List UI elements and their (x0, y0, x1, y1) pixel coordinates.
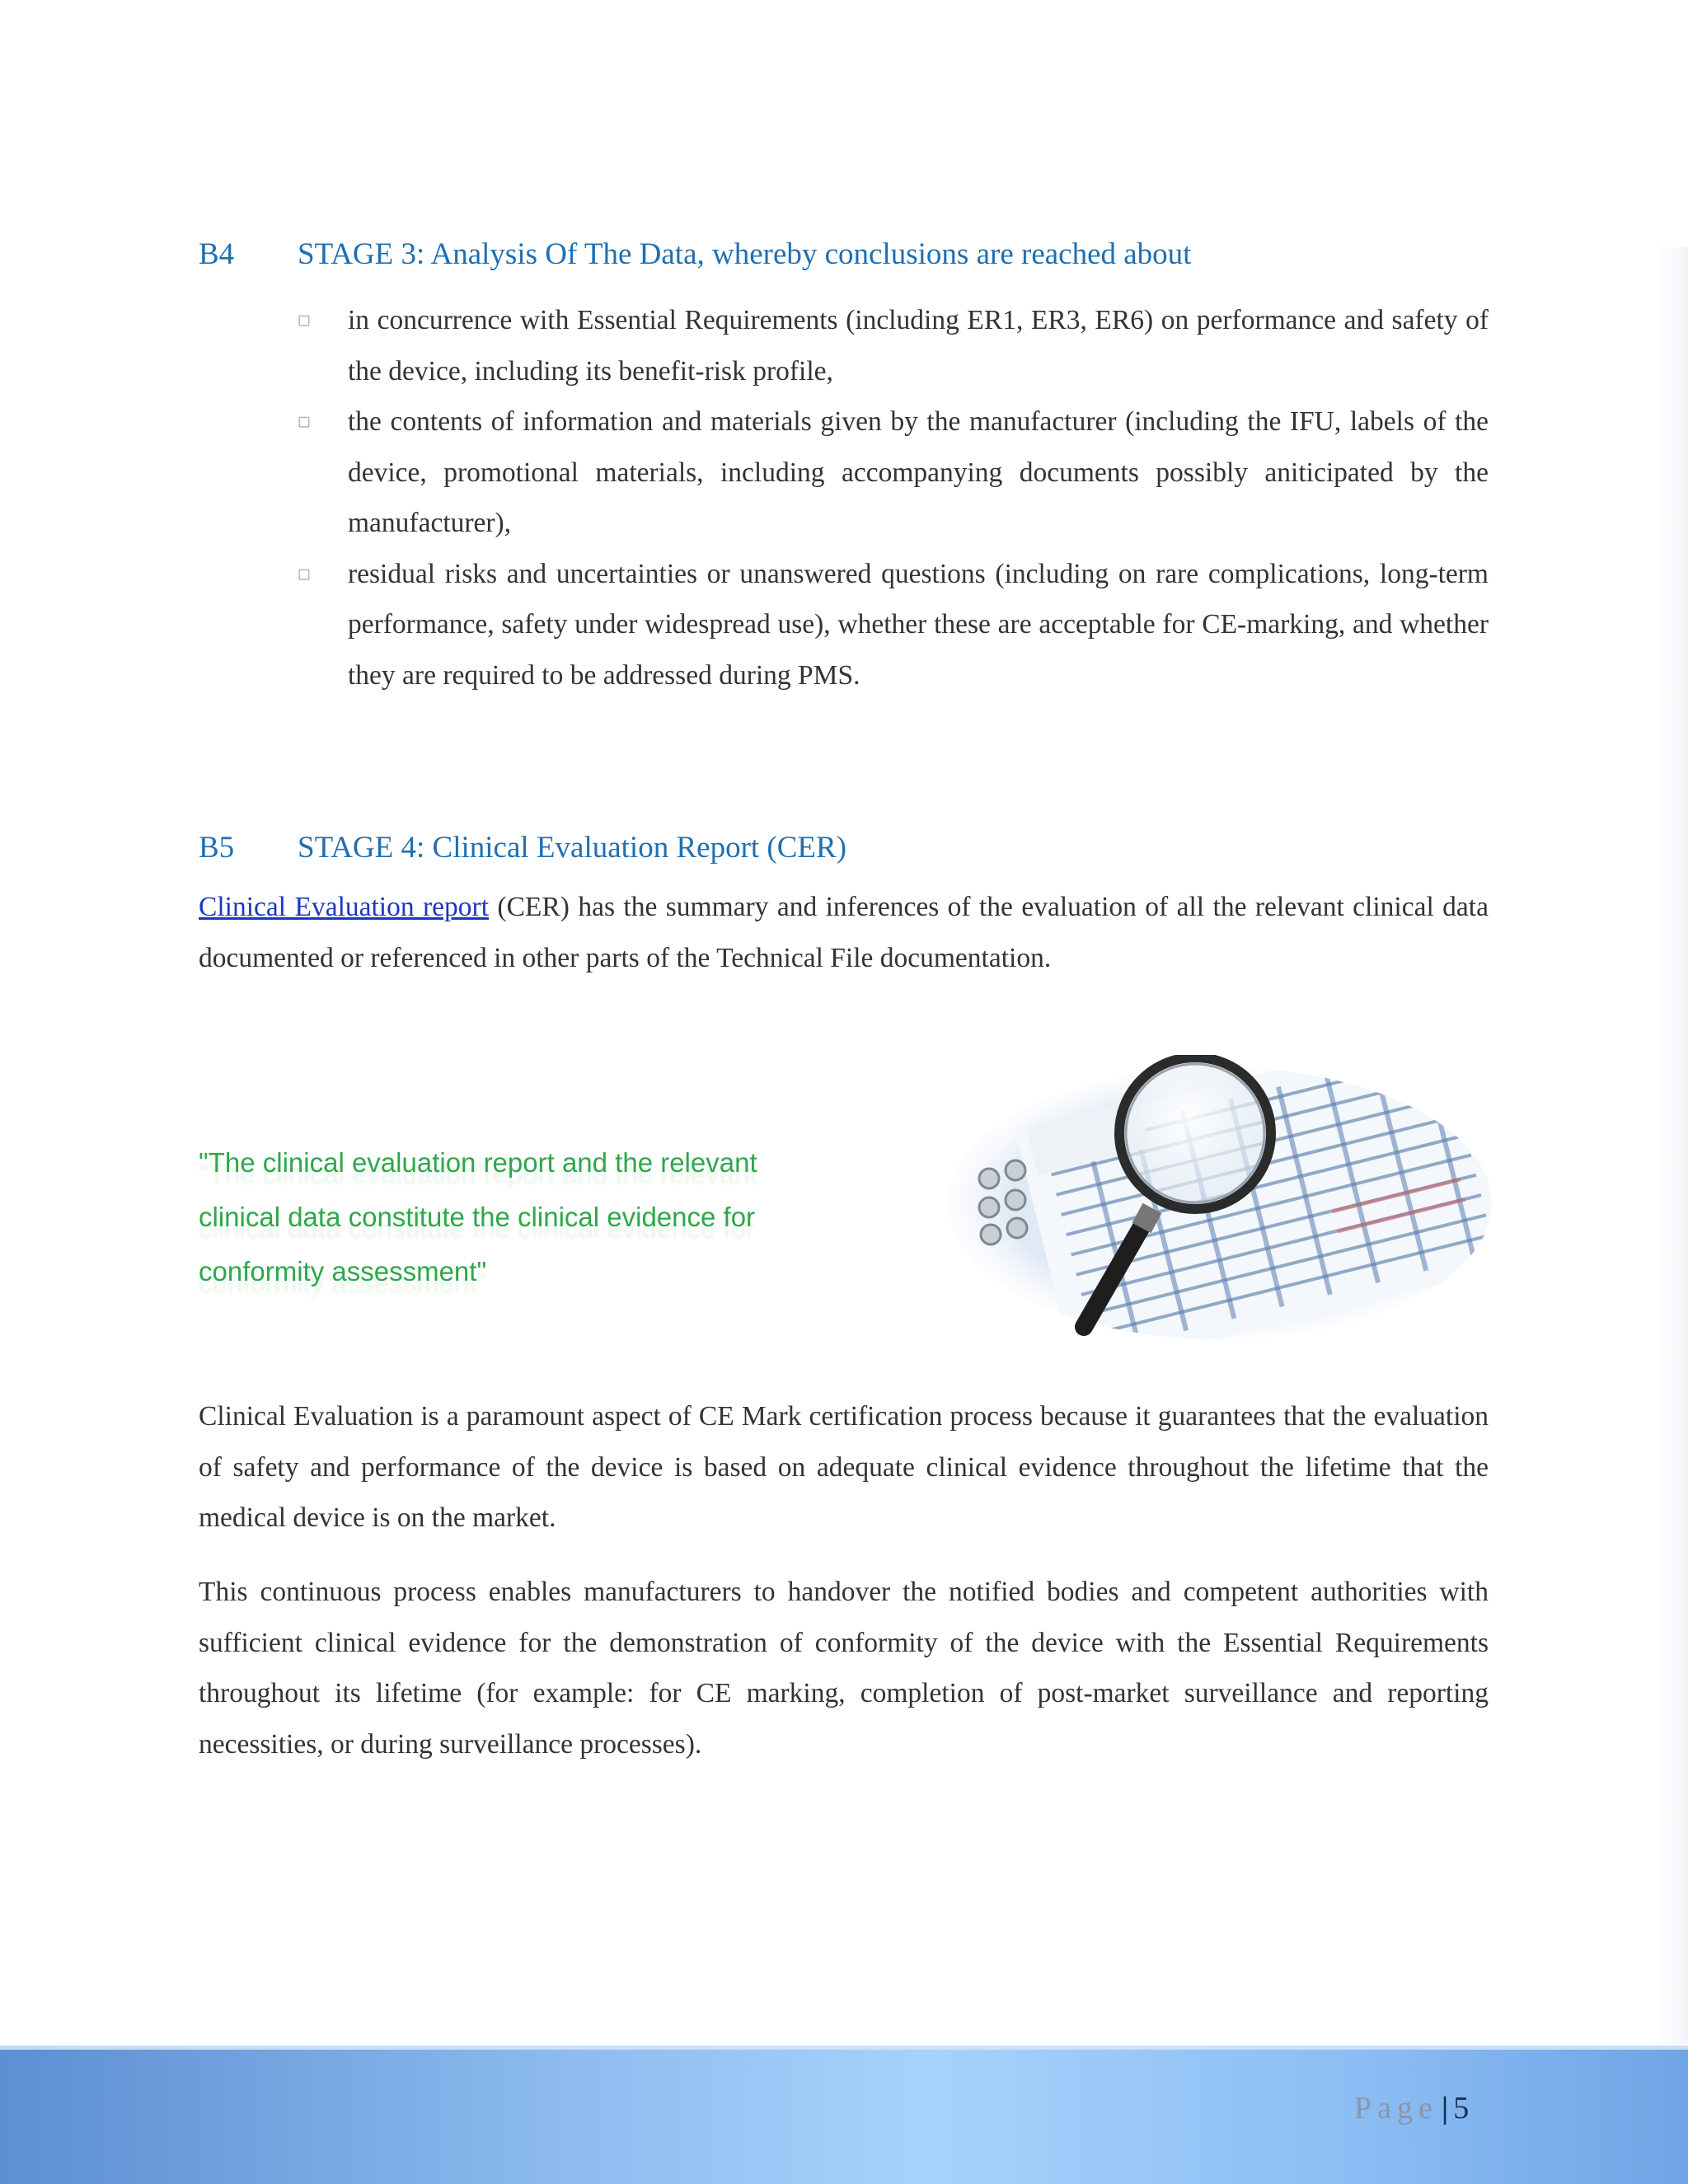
list-item-text: in concurrence with Essential Requirements (including ER1, ER3, ER6) on performance and safety of the device, including its benefit-risk profile, (348, 305, 1489, 387)
page-separator: | (1441, 2091, 1449, 2125)
section-number: B5 (199, 831, 235, 865)
page-edge-shade (1655, 247, 1688, 2044)
body-paragraph: Clinical Evaluation is a paramount aspect of CE Mark certification process because it guarantees that the evaluation of safety and performance of the device is based on adequate clinical evidence throughout the lifetime that the medical device is on the market. (199, 1401, 1489, 1533)
highlight-quote: "The clinical evaluation report and the relevant clinical data constitute the clinical evidence for conformity assessment" (199, 1147, 757, 1286)
magnifying-glass-icon (940, 1055, 1492, 1343)
list-item (297, 396, 1489, 549)
cer-intro-text: (CER) has the summary and inferences of the evaluation of all the relevant clinical data documented or referenced in other parts of the Technical File documentation. (199, 892, 1489, 973)
page-number-value: 5 (1453, 2091, 1470, 2125)
section-title: STAGE 3: Analysis Of The Data, whereby conclusions are reached about (298, 237, 1192, 271)
section-heading-b4 (199, 237, 1191, 272)
cer-intro-paragraph (199, 882, 1489, 983)
section-number: B4 (199, 237, 235, 271)
list-item-text: residual risks and uncertainties or unanswered questions (including on rare complications, long-term performance, safety under widespread use), whether these are acceptable for CE-marking, and whether they are required to be addressed during PMS. (348, 558, 1489, 691)
list-item-text: the contents of information and materials given by the manufacturer (including the IFU, labels of the device, promotional materials, including accompanying documents possibly aniticipated by the manufacturer), (348, 406, 1489, 538)
bullet-list (297, 295, 1489, 701)
section-title: STAGE 4: Clinical Evaluation Report (CER) (298, 831, 847, 865)
clinical-evaluation-report-link[interactable]: Clinical Evaluation report (199, 892, 490, 922)
list-item (297, 295, 1489, 396)
body-paragraph: This continuous process enables manufacturers to handover the notified bodies and competent authorities with sufficient clinical evidence for the demonstration of conformity of the device with the Essential Requirements throughout its lifetime (for example: for CE marking, completion of post-market surveillance and reporting necessities, or during surveillance processes). (199, 1577, 1489, 1760)
bullet-icon: ▫ (297, 409, 312, 434)
list-item (297, 549, 1489, 701)
section-heading-b5 (199, 830, 846, 865)
page-label: Page (1354, 2091, 1438, 2125)
page-number (1354, 2090, 1469, 2126)
bullet-icon: ▫ (297, 307, 312, 332)
bullet-icon: ▫ (297, 560, 312, 586)
